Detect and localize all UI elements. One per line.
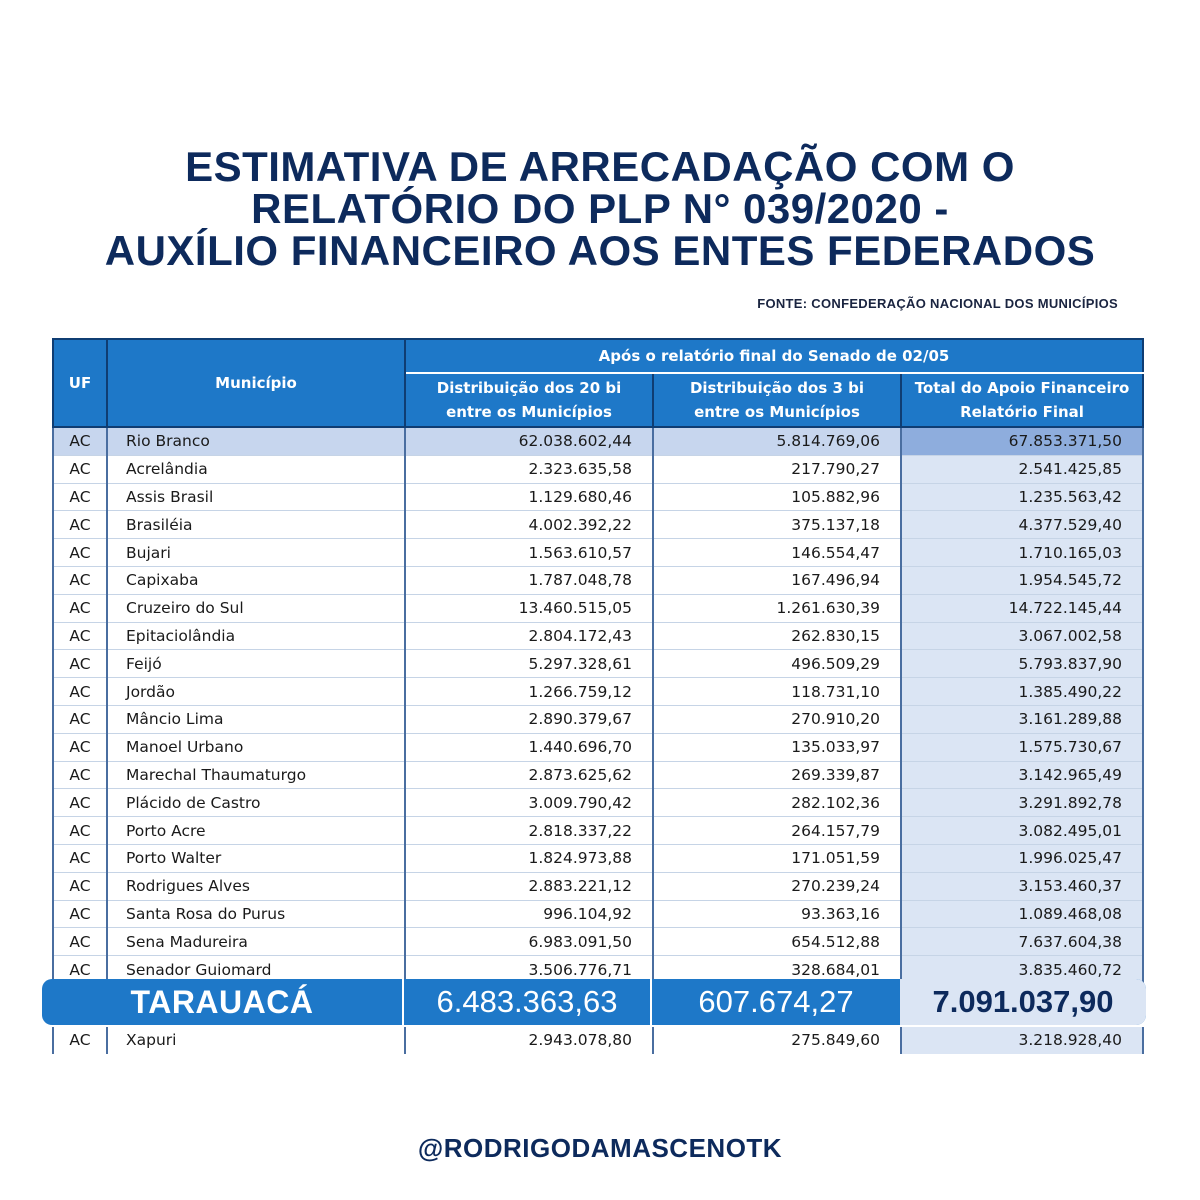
table-row [53, 872, 1143, 900]
cell-municipio: Rodrigues Alves [107, 872, 405, 900]
cell-municipio: Porto Walter [107, 844, 405, 872]
cell-d20: 1.787.048,78 [405, 566, 653, 594]
header-d3 [653, 373, 901, 427]
cell-d3: 264.157,79 [653, 817, 901, 845]
cell-uf: AC [53, 455, 107, 483]
cell-d20: 996.104,92 [405, 900, 653, 928]
cell-total: 1.575.730,67 [901, 733, 1143, 761]
cell-municipio: Sena Madureira [107, 928, 405, 956]
cell-d20: 5.297.328,61 [405, 650, 653, 678]
cell-total: 1.089.468,08 [901, 900, 1143, 928]
title-line-2: RELATÓRIO DO PLP N° 039/2020 - [251, 185, 949, 232]
cell-uf: AC [53, 511, 107, 539]
table-row [53, 789, 1143, 817]
cell-municipio: Xapuri [107, 1027, 405, 1054]
cell-municipio: Mâncio Lima [107, 705, 405, 733]
table-row [53, 594, 1143, 622]
header-uf: UF [53, 339, 107, 427]
cell-total: 2.541.425,85 [901, 455, 1143, 483]
table-row [53, 928, 1143, 956]
cell-uf: AC [53, 900, 107, 928]
cell-d3: 375.137,18 [653, 511, 901, 539]
header-d20 [405, 373, 653, 427]
cell-d20: 1.440.696,70 [405, 733, 653, 761]
highlight-d3: 607.674,27 [698, 984, 854, 1019]
cell-d3: 171.051,59 [653, 844, 901, 872]
cell-d20: 2.883.221,12 [405, 872, 653, 900]
highlight-municipio: TARAUACÁ [42, 979, 404, 1025]
cell-municipio: Manoel Urbano [107, 733, 405, 761]
cell-d20: 2.323.635,58 [405, 455, 653, 483]
cell-uf: AC [53, 566, 107, 594]
table-row [53, 705, 1143, 733]
cell-uf: AC [53, 650, 107, 678]
cell-uf: AC [53, 733, 107, 761]
cell-total: 1.996.025,47 [901, 844, 1143, 872]
cell-uf: AC [53, 761, 107, 789]
author-handle: @RODRIGODAMASCENOTK [417, 1133, 783, 1163]
after-table-body [53, 1027, 1143, 1054]
cell-total: 3.835.460,72 [901, 956, 1143, 984]
cell-d3: 270.239,24 [653, 872, 901, 900]
cell-municipio: Porto Acre [107, 817, 405, 845]
cell-d3: 146.554,47 [653, 539, 901, 567]
cell-uf: AC [53, 789, 107, 817]
table-row [53, 622, 1143, 650]
cell-municipio: Acrelândia [107, 455, 405, 483]
cell-total: 3.291.892,78 [901, 789, 1143, 817]
cell-d3: 217.790,27 [653, 455, 901, 483]
cell-d3: 1.261.630,39 [653, 594, 901, 622]
after-table [52, 1027, 1142, 1054]
cell-total: 4.377.529,40 [901, 511, 1143, 539]
cell-total: 67.853.371,50 [901, 427, 1143, 455]
cell-d3: 275.849,60 [653, 1027, 901, 1054]
table-row [53, 761, 1143, 789]
cell-uf: AC [53, 427, 107, 455]
cell-d3: 118.731,10 [653, 678, 901, 706]
cell-municipio: Plácido de Castro [107, 789, 405, 817]
cell-uf: AC [53, 705, 107, 733]
header-total-line2: Relatório Final [960, 403, 1084, 421]
cell-d3: 282.102,36 [653, 789, 901, 817]
table-row [53, 900, 1143, 928]
cell-d3: 167.496,94 [653, 566, 901, 594]
cell-d3: 269.339,87 [653, 761, 901, 789]
cell-municipio: Bujari [107, 539, 405, 567]
cell-total: 5.793.837,90 [901, 650, 1143, 678]
cell-uf: AC [53, 483, 107, 511]
cell-d20: 2.818.337,22 [405, 817, 653, 845]
title-line-1: ESTIMATIVA DE ARRECADAÇÃO COM O [185, 143, 1015, 190]
cell-uf: AC [53, 928, 107, 956]
header-d3-line1: Distribuição dos 3 bi [689, 379, 865, 397]
cell-total: 7.637.604,38 [901, 928, 1143, 956]
cell-d20: 1.824.973,88 [405, 844, 653, 872]
cell-d3: 328.684,01 [653, 956, 901, 984]
table-row [53, 817, 1143, 845]
cell-uf: AC [53, 594, 107, 622]
cell-municipio: Brasiléia [107, 511, 405, 539]
cell-municipio: Senador Guiomard [107, 956, 405, 984]
cell-d20: 1.266.759,12 [405, 678, 653, 706]
cell-d3: 5.814.769,06 [653, 427, 901, 455]
cell-total: 1.710.165,03 [901, 539, 1143, 567]
cell-uf: AC [53, 1027, 107, 1054]
cell-d20: 2.943.078,80 [405, 1027, 653, 1054]
cell-total: 3.142.965,49 [901, 761, 1143, 789]
table-row [53, 844, 1143, 872]
highlight-total: 7.091.037,90 [900, 979, 1146, 1025]
cell-municipio: Epitaciolândia [107, 622, 405, 650]
cell-municipio: Rio Branco [107, 427, 405, 455]
cell-d3: 135.033,97 [653, 733, 901, 761]
table-row [53, 427, 1143, 455]
header-total [901, 373, 1143, 427]
table-row [53, 455, 1143, 483]
cell-d3: 270.910,20 [653, 705, 901, 733]
cell-d3: 93.363,16 [653, 900, 901, 928]
cell-total: 14.722.145,44 [901, 594, 1143, 622]
cell-d3: 654.512,88 [653, 928, 901, 956]
cell-total: 3.161.289,88 [901, 705, 1143, 733]
cell-d20: 2.804.172,43 [405, 622, 653, 650]
table-row [53, 539, 1143, 567]
cell-uf: AC [53, 844, 107, 872]
cell-d3: 496.509,29 [653, 650, 901, 678]
cell-d20: 2.890.379,67 [405, 705, 653, 733]
cell-municipio: Santa Rosa do Purus [107, 900, 405, 928]
cell-d3: 105.882,96 [653, 483, 901, 511]
cell-uf: AC [53, 622, 107, 650]
cell-municipio: Cruzeiro do Sul [107, 594, 405, 622]
cell-total: 1.954.545,72 [901, 566, 1143, 594]
data-table [52, 338, 1142, 984]
header-total-line1: Total do Apoio Financeiro [914, 379, 1130, 397]
cell-d20: 62.038.602,44 [405, 427, 653, 455]
cell-municipio: Feijó [107, 650, 405, 678]
cell-municipio: Jordão [107, 678, 405, 706]
cell-d20: 2.873.625,62 [405, 761, 653, 789]
cell-uf: AC [53, 817, 107, 845]
table-row [53, 733, 1143, 761]
source-note: FONTE: CONFEDERAÇÃO NACIONAL DOS MUNICÍPIOS [757, 296, 1118, 311]
cell-d20: 1.563.610,57 [405, 539, 653, 567]
header-d20-line2: entre os Municípios [446, 403, 612, 421]
table-row [53, 566, 1143, 594]
highlight-row [42, 979, 1146, 1025]
header-d20-line1: Distribuição dos 20 bi [436, 379, 622, 397]
cell-total: 3.218.928,40 [901, 1027, 1143, 1054]
cell-total: 3.082.495,01 [901, 817, 1143, 845]
highlight-d20: 6.483.363,63 [404, 979, 652, 1025]
table-body [53, 427, 1143, 983]
cell-municipio: Assis Brasil [107, 483, 405, 511]
cell-d20: 13.460.515,05 [405, 594, 653, 622]
cell-d3: 262.830,15 [653, 622, 901, 650]
cell-total: 3.067.002,58 [901, 622, 1143, 650]
cell-municipio: Capixaba [107, 566, 405, 594]
cell-d20: 6.983.091,50 [405, 928, 653, 956]
cell-uf: AC [53, 678, 107, 706]
page-title [0, 143, 1200, 274]
cell-total: 1.235.563,42 [901, 483, 1143, 511]
cell-uf: AC [53, 872, 107, 900]
header-municipio: Município [107, 339, 405, 427]
cell-d20: 3.009.790,42 [405, 789, 653, 817]
cell-total: 1.385.490,22 [901, 678, 1143, 706]
cell-d20: 1.129.680,46 [405, 483, 653, 511]
title-line-3: AUXÍLIO FINANCEIRO AOS ENTES FEDERADOS [104, 227, 1096, 274]
table-row [53, 1027, 1143, 1054]
cell-total: 3.153.460,37 [901, 872, 1143, 900]
cell-uf: AC [53, 956, 107, 984]
table-row [53, 650, 1143, 678]
cell-municipio: Marechal Thaumaturgo [107, 761, 405, 789]
cell-d20: 3.506.776,71 [405, 956, 653, 984]
table-row [53, 511, 1143, 539]
header-group: Após o relatório final do Senado de 02/05 [405, 339, 1143, 373]
cell-uf: AC [53, 539, 107, 567]
header-d3-line2: entre os Municípios [694, 403, 860, 421]
cell-d20: 4.002.392,22 [405, 511, 653, 539]
table-row [53, 678, 1143, 706]
table-row [53, 483, 1143, 511]
